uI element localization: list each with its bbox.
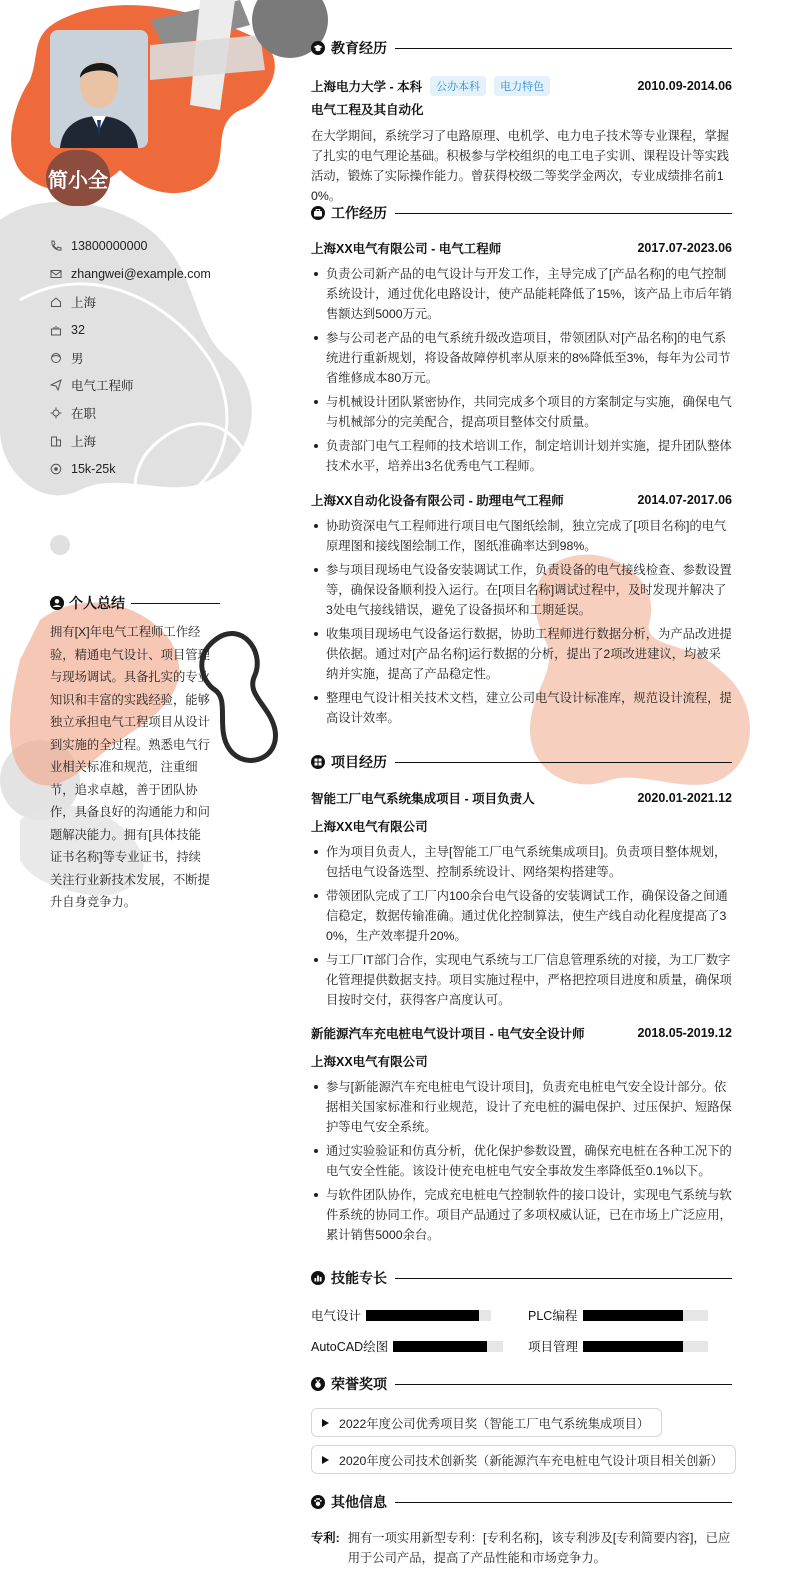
avatar-portrait-icon — [50, 30, 148, 148]
list-item: 参与[新能源汽车充电桩电气设计项目]，负责充电桩电气安全设计部分。依据相关国家标准和行业规范，设计了充电桩的漏电保护、过压保护、短路保护等电气安全系统。 — [311, 1077, 733, 1137]
salary-text: 15k-25k — [71, 462, 116, 477]
education-date: 2010.09-2014.06 — [637, 79, 732, 93]
contact-home — [50, 288, 270, 316]
project-row — [311, 1024, 732, 1042]
education-row — [311, 76, 732, 96]
education-tag: 公办本科 — [430, 76, 486, 96]
profile-name: 简小全 — [48, 169, 108, 192]
caret-right-icon — [322, 1456, 329, 1464]
list-item: 参与项目现场电气设备安装调试工作，负责设备的电气接线检查、参数设置等，确保设备顺利投入运行。在[项目名称]调试过程中，及时发现并解决了3处电气接线错误，避免了设备损坏和工期延误。 — [311, 560, 733, 620]
skill-item — [311, 1337, 503, 1355]
city-text: 上海 — [71, 435, 97, 450]
medal-icon — [311, 1377, 325, 1391]
other-divider — [395, 1502, 732, 1503]
phone-icon — [50, 240, 62, 252]
position-text: 电气工程师 — [71, 379, 134, 394]
skill-name: PLC编程 — [528, 1309, 578, 1323]
pawprint-icon — [311, 1495, 325, 1509]
contact-phone — [50, 232, 270, 260]
skill-bar-fill — [393, 1341, 487, 1352]
summary-text: 拥有[X]年电气工程师工作经验，精通电气设计、项目管理与现场调试。具备扎实的专业知识和丰富的实践经验，能够独立承担电气工程项目从设计到实施的全过程。熟悉电气行业相关标准和规范，注重细节，追求卓越，善于团队协作，具备良好的沟通能力和问题解决能力。拥有[具体技能证书名称]等专业证书，持续关注行业新技术发展，不断提升自身竞争力。 — [50, 625, 210, 909]
age-text: 32 — [71, 322, 85, 337]
skill-name: AutoCAD绘图 — [311, 1340, 389, 1354]
list-item: 与机械设计团队紧密协作，共同完成多个项目的方案制定与实施，确保电气与机械部分的完美配合，提高项目整体交付质量。 — [311, 392, 733, 432]
skill-bar — [393, 1341, 503, 1352]
status-text: 在职 — [71, 407, 97, 422]
awards-title: 荣誉奖项 — [331, 1376, 387, 1392]
education-school: 上海电力大学 - 本科 — [311, 80, 423, 94]
name-badge — [46, 150, 110, 206]
skill-item — [528, 1337, 708, 1355]
projects-heading — [311, 752, 732, 772]
award-item — [311, 1408, 662, 1437]
project-title: 智能工厂电气系统集成项目 - 项目负责人 — [311, 792, 535, 806]
contact-status — [50, 399, 270, 427]
summary-divider — [131, 603, 220, 604]
skill-name: 电气设计 — [311, 1309, 362, 1323]
gender-text: 男 — [71, 351, 84, 366]
job-row — [311, 491, 732, 509]
skill-bar-fill — [366, 1310, 479, 1321]
mail-icon — [50, 268, 62, 280]
bar-chart-icon — [311, 1271, 325, 1285]
user-icon — [50, 596, 64, 610]
project-bullets — [311, 1077, 733, 1249]
other-heading — [311, 1492, 732, 1512]
projects-divider — [395, 762, 732, 763]
send-icon — [50, 379, 62, 391]
job-row — [311, 239, 732, 257]
skills-divider — [395, 1278, 732, 1279]
contact-position — [50, 371, 270, 399]
avatar — [50, 30, 148, 148]
job-date: 2014.07-2017.06 — [637, 493, 732, 507]
list-item: 与工厂IT部门合作，实现电气系统与工厂信息管理系统的对接，为工厂数字化管理提供数据支持。项目实施过程中，严格把控项目进度和质量，确保项目按时交付，获得客户高度认可。 — [311, 950, 733, 1010]
skill-item — [311, 1306, 491, 1324]
contact-gender — [50, 344, 270, 372]
job-title: 上海XX电气有限公司 - 电气工程师 — [311, 242, 502, 256]
list-item: 作为项目负责人，主导[智能工厂电气系统集成项目]。负责项目整体规划，包括电气设备选型、控制系统设计、网络架构搭建等。 — [311, 842, 733, 882]
job-date: 2017.07-2023.06 — [637, 241, 732, 255]
contact-email — [50, 260, 270, 288]
email-text: zhangwei@example.com — [71, 266, 211, 281]
other-title: 其他信息 — [331, 1494, 387, 1510]
award-text: 2020年度公司技术创新奖（新能源汽车充电桩电气设计项目相关创新） — [339, 1453, 723, 1468]
skill-bar-fill — [583, 1310, 683, 1321]
list-item: 负责部门电气工程师的技术培训工作，制定培训计划并实施，提升团队整体技术水平，培养出3名优秀电气工程师。 — [311, 436, 733, 476]
project-company: 上海XX电气有限公司 — [311, 820, 428, 834]
education-desc: 在大学期间，系统学习了电路原理、电机学、电力电子技术等专业课程，掌握了扎实的电气理论基础。积极参与学校组织的电工电子实训、课程设计等实践活动，锻炼了实际操作能力。曾获得校级二等奖学金两次，专业成绩排名前10%。 — [311, 129, 730, 203]
grid-icon — [311, 755, 325, 769]
education-title: 教育经历 — [331, 40, 387, 56]
list-item: 协助资深电气工程师进行项目电气图纸绘制，独立完成了[项目名称]的电气原理图和接线图绘制工作，图纸准确率达到98%。 — [311, 516, 733, 556]
summary-title: 个人总结 — [69, 595, 125, 611]
project-company: 上海XX电气有限公司 — [311, 1055, 428, 1069]
city-icon — [50, 435, 62, 447]
project-title: 新能源汽车充电桩电气设计项目 - 电气安全设计师 — [311, 1027, 585, 1041]
project-date: 2020.01-2021.12 — [637, 791, 732, 805]
award-item — [311, 1445, 736, 1474]
contact-salary — [50, 455, 270, 483]
education-divider — [395, 48, 732, 49]
contact-list — [50, 232, 270, 483]
list-item: 与软件团队协作，完成充电桩电气控制软件的接口设计，实现电气系统与软件系统的协同工作。项目产品通过了多项权威认证，已在市场上广泛应用，累计销售5000余台。 — [311, 1185, 733, 1245]
award-text: 2022年度公司优秀项目奖（智能工厂电气系统集成项目） — [339, 1416, 650, 1431]
list-item: 负责公司新产品的电气设计与开发工作，主导完成了[产品名称]的电气控制系统设计，通过优化电路设计，使产品能耗降低了15%，该产品上市后年销售额达到5000万元。 — [311, 264, 733, 324]
skill-name: 项目管理 — [528, 1340, 579, 1354]
other-info — [311, 1528, 733, 1568]
contact-city — [50, 427, 270, 455]
project-row — [311, 789, 732, 807]
list-item: 整理电气设计相关技术文档，建立公司电气设计标准库，规范设计流程，提高设计效率。 — [311, 688, 733, 728]
skill-bar — [583, 1341, 708, 1352]
skills-heading — [311, 1268, 732, 1288]
list-item: 参与公司老产品的电气系统升级改造项目，带领团队对[产品名称]的电气系统进行重新规划，将设备故障停机率从原来的8%降低至3%，每年为公司节省维修成本80万元。 — [311, 328, 733, 388]
caret-right-icon — [322, 1419, 329, 1427]
work-divider — [395, 213, 732, 214]
work-title: 工作经历 — [331, 205, 387, 221]
awards-divider — [395, 1384, 732, 1385]
job-bullets — [311, 516, 733, 732]
contact-age — [50, 316, 270, 344]
list-item: 带领团队完成了工厂内100余台电气设备的安装调试工作，确保设备之间通信稳定，数据传输准确。通过优化控制算法，使生产线自动化程度提高了30%，生产效率提升20%。 — [311, 886, 733, 946]
gender-icon — [50, 352, 62, 364]
patent-label: 专利: — [311, 1531, 340, 1545]
list-item: 通过实验验证和仿真分析，优化保护参数设置，确保充电桩在各种工况下的电气安全性能。该设计使充电桩电气安全事故发生率降低至0.1%以下。 — [311, 1141, 733, 1181]
phone-text: 13800000000 — [71, 238, 148, 253]
graduation-cap-icon — [311, 41, 325, 55]
skills-title: 技能专长 — [331, 1270, 387, 1286]
work-heading — [311, 203, 732, 223]
home-icon — [50, 296, 62, 308]
patent-text: 拥有一项实用新型专利：[专利名称]，该专利涉及[专利简要内容]，已应用于公司产品，提高了产品性能和市场竞争力。 — [347, 1531, 731, 1565]
education-major: 电气工程及其自动化 — [311, 103, 424, 117]
skill-bar — [583, 1310, 708, 1321]
job-bullets — [311, 264, 733, 480]
salary-icon — [50, 463, 62, 475]
briefcase-icon — [311, 206, 325, 220]
project-bullets — [311, 842, 733, 1014]
awards-heading — [311, 1374, 732, 1394]
home-text: 上海 — [71, 295, 97, 310]
project-date: 2018.05-2019.12 — [637, 1026, 732, 1040]
skill-item — [528, 1306, 708, 1324]
education-tag: 电力特色 — [494, 76, 550, 96]
skill-bar-fill — [583, 1341, 683, 1352]
summary-heading — [50, 593, 220, 613]
education-heading — [311, 38, 732, 58]
list-item: 收集项目现场电气设备运行数据，协助工程师进行数据分析，为产品改进提供依据。通过对[产品名称]运行数据的分析，提出了2项改进建议，均被采纳并实施，提高了产品稳定性。 — [311, 624, 733, 684]
skill-bar — [366, 1310, 491, 1321]
age-icon — [50, 324, 62, 336]
job-title: 上海XX自动化设备有限公司 - 助理电气工程师 — [311, 494, 564, 508]
status-icon — [50, 407, 62, 419]
projects-title: 项目经历 — [331, 754, 387, 770]
